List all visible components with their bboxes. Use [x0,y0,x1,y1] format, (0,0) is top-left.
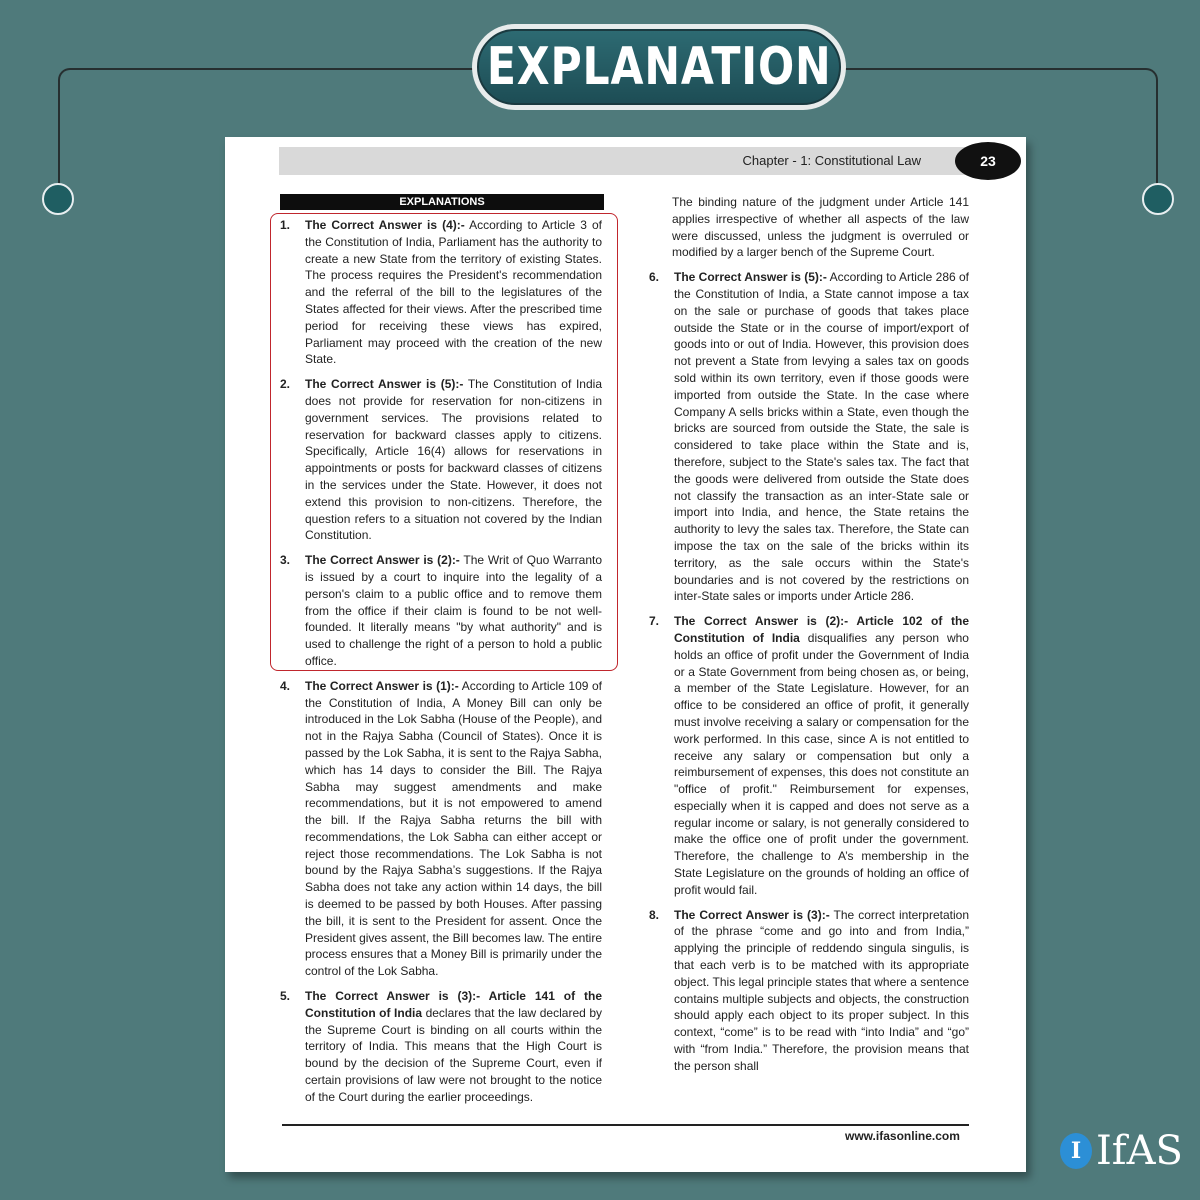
item-number: 7. [649,614,660,629]
chapter-title: Chapter - 1: Constitutional Law [742,153,921,168]
left-column [280,217,602,1114]
explanation-item [280,376,602,544]
item-lead: The Correct Answer is (2):- [305,553,460,568]
item-text: According to Article 3 of the Constitution of India, Parliament has the authority to create a new State from the territory of existing States. The process requires the President's recommendation and the referral of the bill to the legislatures of the States affected for their views. After the prescribed time period for receiving these views has expired, Parliament may proceed with the creation of the new State. [305,218,602,367]
explanation-item [280,988,602,1106]
right-column [649,194,969,1083]
item-number: 2. [280,377,291,392]
item-lead: The Correct Answer is (4):- [305,218,465,232]
item-number: 3. [280,553,291,568]
document-page [225,137,1026,1172]
logo-text: IfAS [1096,1128,1183,1174]
item-lead: The Correct Answer is (5):- [305,377,464,392]
page-number-badge: 23 [955,142,1021,180]
ifas-logo [1060,1128,1183,1174]
item-text: According to Article 109 of the Constitution of India, A Money Bill can only be introduced in the Lok Sabha (House of the People), and not in the Rajya Sabha (Council of States). Once it is passed by the Lok Sabha, it is sent to the Rajya Sabha, which has 14 days to consider the Bill. The Rajya Sabha may suggest amendments and make recommendations, but it is not empowered to amend the bill. If the Rajya Sabha returns the bill with recommendations, the Lok Sabha can either accept or reject those recommendations. The Lok Sabha is not bound by the Rajya Sabha’s suggestions. If the Rajya Sabha does not take any action within 14 days, the bill is deemed to be passed by both Houses. After passing the bill, it is sent to the President for assent. Once the President gives assent, the Bill becomes law. The entire process ensures that a Money Bill is primarily under the control of the Lok Sabha. [305,678,602,979]
explanation-item [280,678,602,980]
website-link[interactable]: www.ifasonline.com [845,1129,960,1143]
explanation-item [649,269,969,605]
item-lead: The Correct Answer is (3):- [674,907,830,922]
item-text: The Constitution of India does not provide for reservation for non-citizens in government services. The provisions related to reservation for backward classes apply to citizens. Specifically, Article 16(4) allows for reservations in appointments or posts for backward classes of citizens in the services under the State. However, it does not extend this provision to non-citizens. Therefore, the question refers to a situation not covered by the Indian Constitution. [305,377,602,543]
item-lead: The Correct Answer is (1):- [305,678,459,693]
item-text: The correct interpretation of the phrase “come and go into and from India,” applying the principle of reddendo singula singulis, is that each verb is to be matched with its appropriate object. This legal principle states that where a sentence contains multiple subjects and objects, the construction should apply each object to its proper subject. In this context, “come” is to be read with “into India” and “go” with “from India.” Therefore, the provision means that the person shall [674,907,969,1073]
logo-figure-icon: I [1060,1133,1092,1169]
page-header [279,147,999,175]
item-number: 5. [280,989,291,1004]
right-node-circle [1142,183,1174,215]
explanation-item [280,217,602,368]
continuation-paragraph: The binding nature of the judgment under Article 141 applies irrespective of whether all aspects of the law were discussed, unless the judgment is overruled or modified by a larger bench of the Supreme Court. [672,195,969,260]
item-number: 6. [649,270,660,285]
item-lead: The Correct Answer is (3):- Article 141 of the Constitution of India [305,989,602,1020]
left-node-circle [42,183,74,215]
explanation-item [649,613,969,899]
item-lead: The Correct Answer is (2):- Article 102 of the Constitution of India [674,614,969,645]
item-text: According to Article 286 of the Constitution of India, a State cannot impose a tax on the sale or purchase of goods that takes place outside the State or in the course of import/export of goods into or out of India. However, this provision does not prevent a State from levying a sales tax on goods sold within its own territory, even if those goods were imported from outside the State. In the case where Company A sells bricks within a State, even though the bricks are sourced from outside the State, the sale is considered to take place within the State and is, therefore, subject to the State's sales tax. The fact that the goods were delivered from outside the State does not classify the transaction as an inter-State sale or import into India, and hence, the State retains the authority to levy the sales tax. Therefore, the State can impose the tax on the sale of the bricks within its territory, as the sale occurs within the State's boundaries and is not covered by the restrictions on inter-State sales or imports under Article 286. [674,270,970,604]
item-number: 4. [280,678,291,693]
section-title: EXPLANATIONS [280,194,604,210]
item-number: 1. [280,218,291,232]
item-text: declares that the law declared by the Supreme Court is binding on all courts within the territory of India. This means that the High Court is bound by the decision of the Supreme Court, even if certain provisions of law were not brought to the notice of the Court during the earlier proceedings. [305,1005,602,1104]
item-lead: The Correct Answer is (5):- [674,270,827,285]
footer-divider [282,1124,969,1126]
explanation-item [649,907,969,1075]
item-number: 8. [649,907,660,922]
item-text: disqualifies any person who holds an office of profit under the Government of India or a State Government from being chosen as, or being, a member of the State Legislature. However, for an office to be considered an office of profit, it generally must involve receiving a salary or compensation for the work performed. In this case, since A is not entitled to receive any salary or compensation but only a reimbursement of expenses, this does not constitute an "office of profit." Reimbursement for expenses, especially when it is capped and does not serve as a regular income or salary, is not generally considered to make the office one of profit under the government. Therefore, the challenge to A’s membership in the State Legislature on the grounds of holding an office of profit would fail. [674,630,969,897]
item-text: The Writ of Quo Warranto is issued by a court to inquire into the legality of a person's claim to a public office and to remove them from the office if their claim is found to be not well-founded. It literally means "by what authority" and is used to challenge the right of a person to hold a public office. [305,553,603,668]
explanation-item [280,552,602,670]
title-banner [472,24,846,110]
banner-title: EXPLANATION [486,37,832,97]
